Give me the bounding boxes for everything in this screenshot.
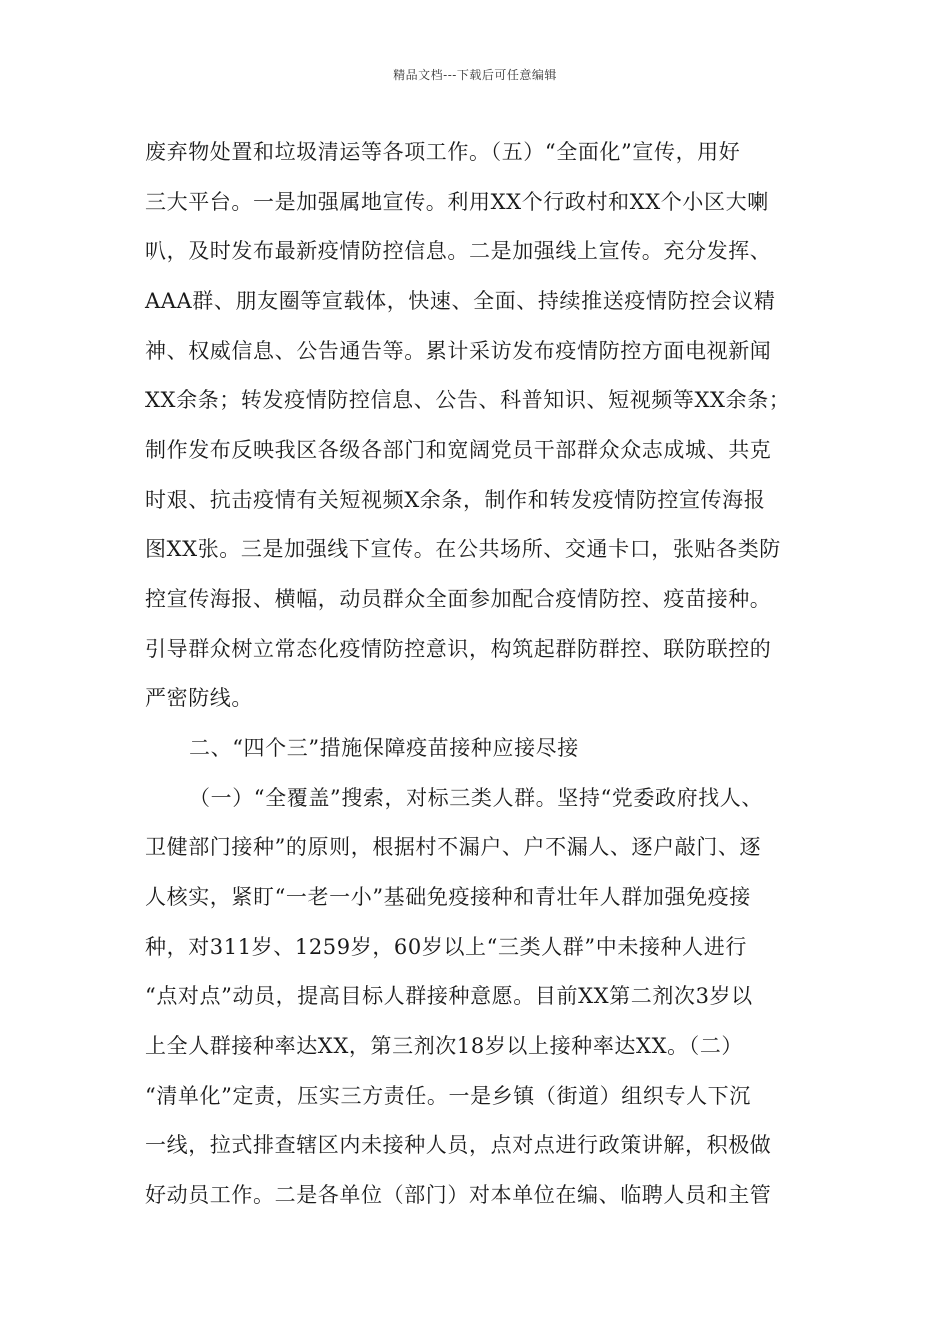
text-line: “点对点”动员，提高目标人群接种意愿。目前XX第二剂次3岁以 — [145, 984, 753, 1008]
text-line: 图XX张。三是加强线下宣传。在公共场所、交通卡口，张贴各类防 — [145, 537, 781, 561]
text-line: 一线，拉式排查辖区内未接种人员，点对点进行政策讲解，积极做 — [145, 1133, 772, 1157]
text-line: 严密防线。 — [145, 686, 253, 710]
text-line: 好动员工作。二是各单位（部门）对本单位在编、临聘人员和主管 — [145, 1183, 772, 1207]
text-line: XX余条；转发疫情防控信息、公告、科普知识、短视频等XX余条； — [145, 388, 791, 412]
text-line: 上全人群接种率达XX，第三剂次18岁以上接种率达XX。（二） — [145, 1034, 744, 1058]
text-line: 种，对311岁、1259岁，60岁以上“三类人群”中未接种人进行 — [145, 935, 747, 959]
text-line: 人核实，紧盯“一老一小”基础免疫接种和青壮年人群加强免疫接 — [145, 885, 751, 909]
text-line: （一）“全覆盖”搜索，对标三类人群。坚持“党委政府找人、 — [189, 786, 764, 810]
text-line: AAA群、朋友圈等宣载体，快速、全面、持续推送疫情防控会议精 — [145, 289, 776, 313]
page-header: 精品文档---下载后可任意编辑 — [393, 68, 557, 82]
text-line: 制作发布反映我区各级各部门和宽阔党员干部群众众志成城、共克 — [145, 438, 772, 462]
text-line: 引导群众树立常态化疫情防控意识，构筑起群防群控、联防联控的 — [145, 637, 772, 661]
text-line: 控宣传海报、横幅，动员群众全面参加配合疫情防控、疫苗接种。 — [145, 587, 772, 611]
text-line: 三大平台。一是加强属地宣传。利用XX个行政村和XX个小区大喇 — [145, 190, 769, 214]
text-line: “清单化”定责，压实三方责任。一是乡镇（街道）组织专人下沉 — [145, 1084, 751, 1108]
text-line: 废弃物处置和垃圾清运等各项工作。（五）“全面化”宣传，用好 — [145, 140, 741, 164]
text-line: 神、权威信息、公告通告等。累计采访发布疫情防控方面电视新闻 — [145, 339, 772, 363]
text-line: 时艰、抗击疫情有关短视频X余条，制作和转发疫情防控宣传海报 — [145, 488, 766, 512]
section-heading: 二、“四个三”措施保障疫苗接种应接尽接 — [189, 736, 579, 760]
text-line: 叭，及时发布最新疫情防控信息。二是加强线上宣传。充分发挥、 — [145, 239, 772, 263]
text-line: 卫健部门接种”的原则，根据村不漏户、户不漏人、逐户敲门、逐 — [145, 835, 762, 859]
